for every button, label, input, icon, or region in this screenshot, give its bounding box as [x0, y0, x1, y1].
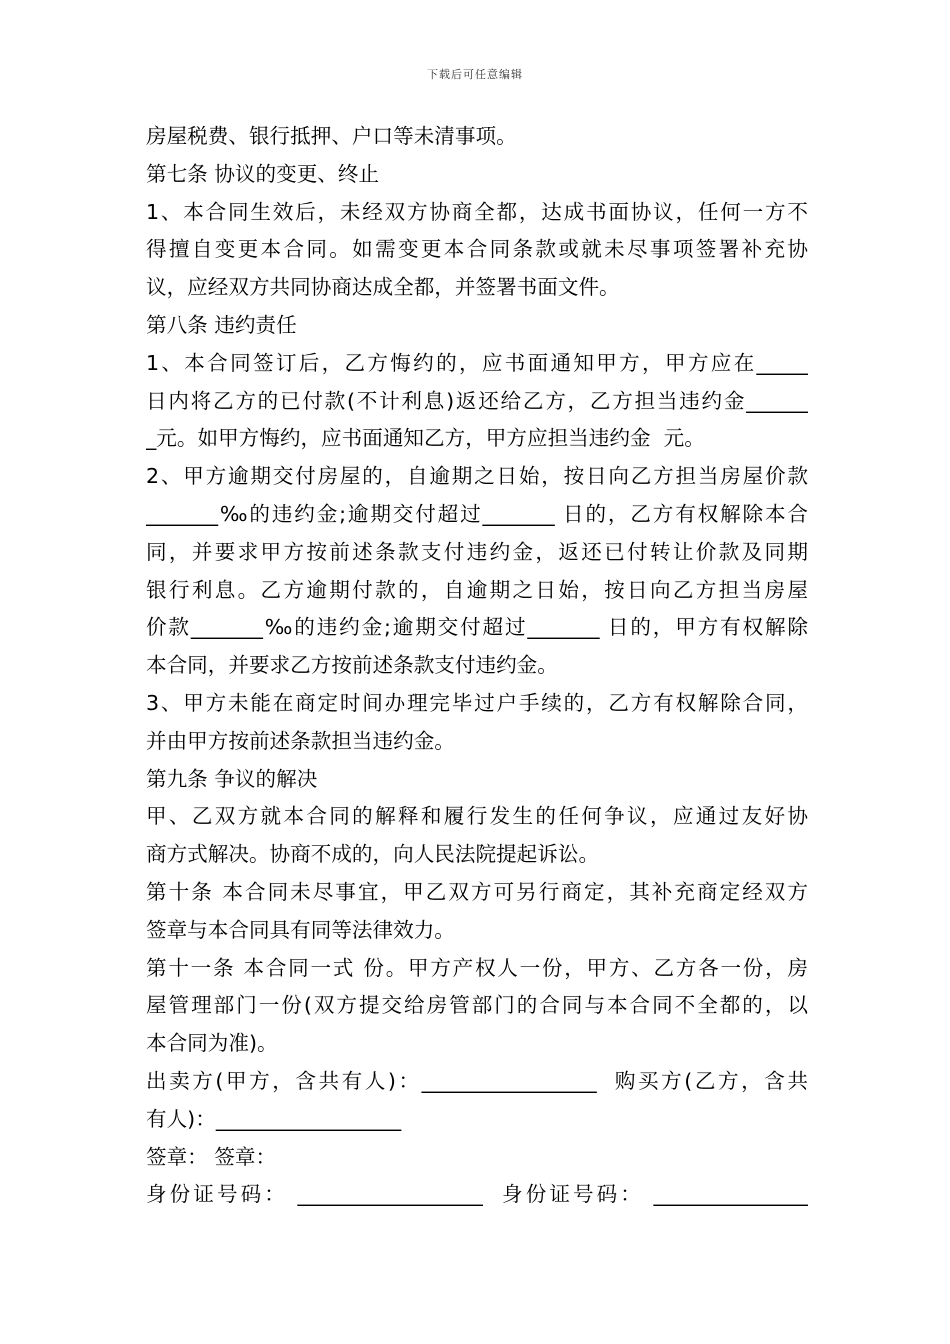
text-line: _元。如甲方悔约，应书面通知乙方，甲方应担当违约金 元。: [146, 426, 705, 451]
text-line: 本合同为准)。: [146, 1031, 278, 1056]
text-line: 第九条 争议的解决: [146, 766, 318, 791]
text-line: 得擅自变更本合同。如需变更本合同条款或就未尽事项签署补充协: [146, 237, 808, 262]
text-line: 第八条 违约责任: [146, 312, 297, 337]
text-line: 银行利息。乙方逾期付款的，自逾期之日始，按日向乙方担当房屋: [146, 577, 808, 602]
text-line: 同，并要求甲方按前述条款支付违约金，返还已付转让价款及同期: [146, 539, 808, 564]
text-line: 日内将乙方的已付款(不计利息)返还给乙方，乙方担当违约金______: [146, 388, 808, 413]
text-line: 第十条 本合同未尽事宜，甲乙双方可另行商定，其补充商定经双方: [146, 879, 808, 904]
text-line: 3、甲方未能在商定时间办理完毕过户手续的，乙方有权解除合同，: [146, 690, 808, 715]
text-line: _______‰的违约金;逾期交付超过_______ 日的，乙方有权解除本合: [146, 501, 808, 526]
text-line: 甲、乙双方就本合同的解释和履行发生的任何争议，应通过友好协: [146, 804, 808, 829]
text-line: 房屋税费、银行抵押、户口等未清事项。: [146, 124, 517, 148]
text-line: 1、本合同签订后，乙方悔约的，应书面通知甲方，甲方应在_____: [146, 350, 808, 375]
page-header-note: 下载后可任意编辑: [427, 68, 523, 81]
contract-body: [146, 118, 808, 1214]
text-line: 商方式解决。协商不成的，向人民法院提起诉讼。: [146, 842, 600, 867]
text-line: 有人)：__________________: [146, 1106, 402, 1131]
text-line: 签章与本合同具有同等法律效力。: [146, 917, 455, 942]
text-line: 签章： 签章：: [146, 1144, 277, 1169]
text-line: 第七条 协议的变更、终止: [146, 161, 380, 186]
text-line: 价款_______‰的违约金;逾期交付超过_______ 日的，甲方有权解除: [146, 615, 808, 640]
text-line: 第十一条 本合同一式 份。甲方产权人一份，甲方、乙方各一份，房: [146, 955, 808, 980]
text-line: 身份证号码： __________________ 身份证号码： _______________: [146, 1182, 808, 1207]
text-line: 本合同，并要求乙方按前述条款支付违约金。: [146, 653, 558, 678]
text-line: 议，应经双方共同协商达成全都，并签署书面文件。: [146, 275, 620, 300]
text-line: 屋管理部门一份(双方提交给房管部门的合同与本合同不全都的，以: [146, 993, 808, 1018]
text-line: 并由甲方按前述条款担当违约金。: [146, 728, 455, 753]
text-line: 1、本合同生效后，未经双方协商全都，达成书面协议，任何一方不: [146, 199, 808, 224]
text-line: 出卖方(甲方，含共有人)：_________________ 购买方(乙方，含共: [146, 1068, 808, 1093]
text-line: 2、甲方逾期交付房屋的，自逾期之日始，按日向乙方担当房屋价款: [146, 464, 808, 489]
